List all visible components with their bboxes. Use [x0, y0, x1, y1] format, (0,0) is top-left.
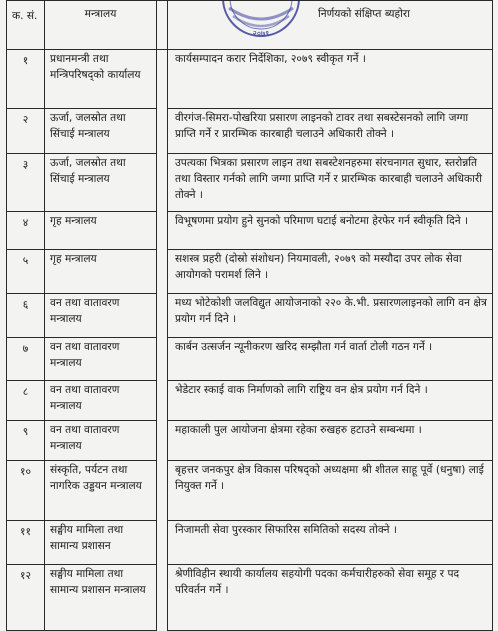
serial-number: ७ — [7, 338, 45, 381]
header-ministry: मन्त्रालय — [45, 1, 157, 50]
serial-number: १० — [7, 461, 45, 521]
table-row — [7, 250, 493, 294]
table-row — [7, 521, 493, 565]
serial-number: ११ — [7, 521, 45, 565]
serial-number: ६ — [7, 294, 45, 338]
table-row — [7, 338, 493, 381]
decision-text: मध्य भोटेकोशी जलविद्युत आयोजनाको २२० के.भी. प्रसारणलाइनको लागि वन क्षेत्र प्रयोग गर्न दिने । — [168, 294, 493, 338]
table-row — [7, 421, 493, 461]
ministry-name: संस्कृति, पर्यटन तथा नागरिक उड्डयन मन्त्रालय — [45, 461, 157, 521]
table-row — [7, 461, 493, 521]
ministry-name: सङ्घीय मामिला तथा सामान्य प्रशासन — [45, 521, 157, 565]
column-gap — [157, 1, 168, 50]
ministry-name: वन तथा वातावरण मन्त्रालय — [45, 421, 157, 461]
ministry-name: वन तथा वातावरण मन्त्रालय — [45, 294, 157, 338]
decision-text: विभूषणमा प्रयोग हुने सुनको परिमाण घटाई बनोटमा हेरफेर गर्न स्वीकृति दिने । — [168, 212, 493, 250]
ministry-name: वन तथा वातावरण मन्त्रालय — [45, 381, 157, 421]
table-row — [7, 565, 493, 631]
header-decision: निर्णयको संक्षिप्त ब्यहोरा — [168, 1, 493, 50]
serial-number: १२ — [7, 565, 45, 631]
ministry-name: ऊर्जा, जलस्रोत तथा सिंचाई मन्त्रालय — [45, 154, 157, 212]
decision-rows — [7, 50, 493, 631]
header-row — [7, 1, 493, 50]
ministry-name: ऊर्जा, जलस्रोत तथा सिंचाई मन्त्रालय — [45, 109, 157, 154]
decision-text: वीरगंज-सिमरा-पोखरिया प्रसारण लाइनको टावर तथा सबस्टेसनको लागि जग्गा प्राप्ति गर्ने र प्रारम्भिक कारबाही चलाउने अधिकारी तोक्ने । — [168, 109, 493, 154]
serial-number: ८ — [7, 381, 45, 421]
decision-text: श्रेणीविहीन स्थायी कार्यालय सहयोगी पदका कर्मचारीहरुको सेवा समूह र पद परिवर्तन गर्ने । — [168, 565, 493, 631]
table-row — [7, 212, 493, 250]
table-row — [7, 294, 493, 338]
table-row — [7, 381, 493, 421]
ministry-name: सङ्घीय मामिला तथा सामान्य प्रशासन मन्त्रालय — [45, 565, 157, 631]
decision-text: कार्बन उत्सर्जन न्यूनीकरण खरिद सम्झौता गर्न वार्ता टोली गठन गर्ने । — [168, 338, 493, 381]
ministry-name: वन तथा वातावरण मन्त्रालय — [45, 338, 157, 381]
header-serial: क. सं. — [7, 1, 45, 50]
seal-year: २०७९ — [252, 29, 270, 38]
table-row — [7, 109, 493, 154]
ministry-name: गृह मन्त्रालय — [45, 212, 157, 250]
serial-number: ५ — [7, 250, 45, 294]
table-row — [7, 154, 493, 212]
decision-text: महाकाली पुल आयोजना क्षेत्रमा रहेका रुखहरु हटाउने सम्बन्धमा । — [168, 421, 493, 461]
serial-number: २ — [7, 109, 45, 154]
serial-number: १ — [7, 50, 45, 109]
serial-number: ३ — [7, 154, 45, 212]
decision-text: उपत्यका भित्रका प्रसारण लाइन तथा सबस्टेशनहरुमा संरचनागत सुधार, स्तरोन्नति तथा विस्तार गर्नको लागि जग्गा प्राप्ति गर्ने र प्रारम्भिक कारबाही चलाउने अधिकारी तोक्ने । — [168, 154, 493, 212]
decision-text: भेडेटार स्काई वाक निर्माणको लागि राष्ट्रिय वन क्षेत्र प्रयोग गर्न दिने । — [168, 381, 493, 421]
table-row — [7, 50, 493, 109]
decision-text: कार्यसम्पादन करार निर्देशिका, २०७९ स्वीकृत गर्ने । — [168, 50, 493, 109]
decisions-table — [6, 0, 493, 631]
decision-text: बृहत्तर जनकपुर क्षेत्र विकास परिषद्को अध्यक्षमा श्री शीतल साहू पूर्वे (धनुषा) लाई नियुक्त गर्ने । — [168, 461, 493, 521]
decision-text: निजामती सेवा पुरस्कार सिफारिस समितिको सदस्य तोक्ने । — [168, 521, 493, 565]
ministry-name: गृह मन्त्रालय — [45, 250, 157, 294]
ministry-name: प्रधानमन्त्री तथा मन्त्रिपरिषद्‌को कार्यालय — [45, 50, 157, 109]
serial-number: ९ — [7, 421, 45, 461]
decision-text: सशस्त्र प्रहरी (दोस्रो संशोधन) नियमावली, २०७९ को मस्यौदा उपर लोक सेवा आयोगको परामर्श लिने । — [168, 250, 493, 294]
serial-number: ४ — [7, 212, 45, 250]
